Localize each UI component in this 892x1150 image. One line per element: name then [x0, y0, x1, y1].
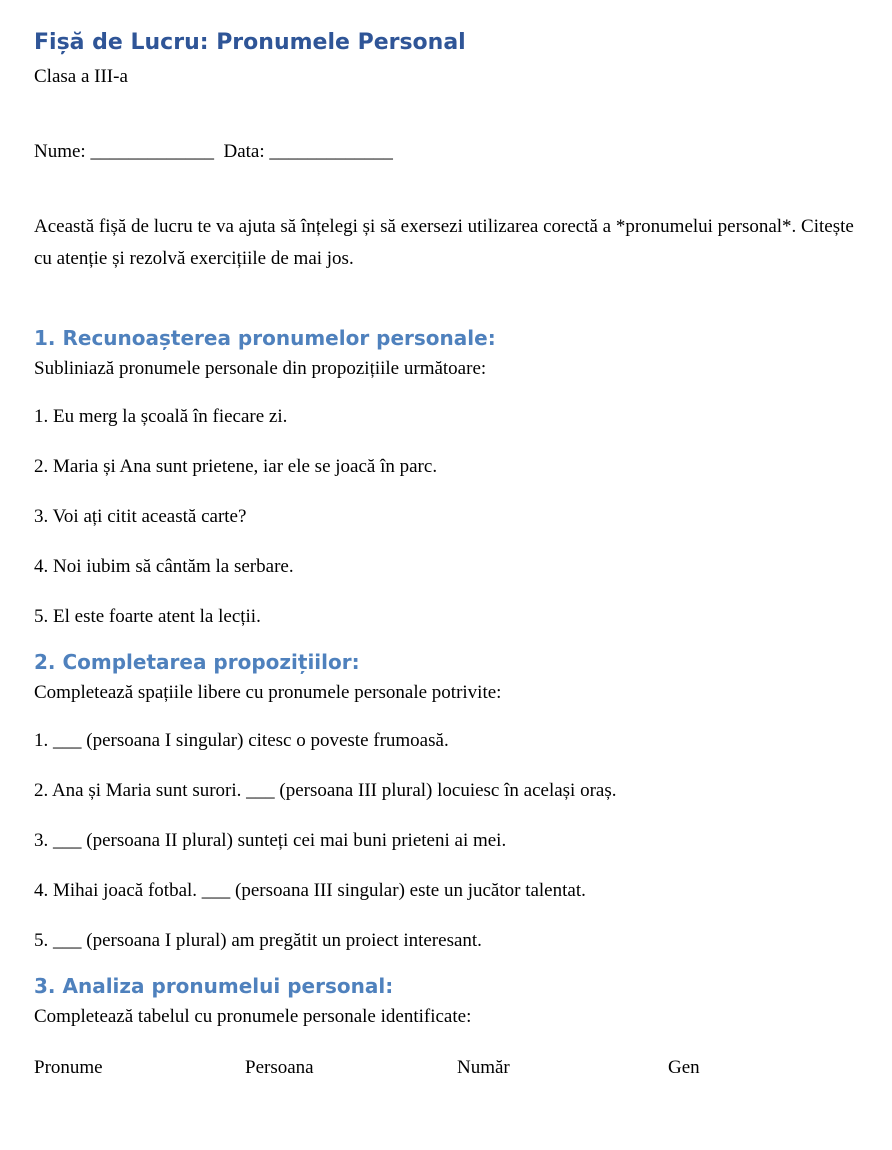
- list-item: 5. ___ (persoana I plural) am pregătit un proiect interesant.: [34, 930, 482, 951]
- column-header-gen: Gen: [668, 1057, 700, 1078]
- section-2-instruction: Completează spațiile libere cu pronumele personale potrivite:: [34, 682, 502, 703]
- list-item: 4. Noi iubim să cântăm la serbare.: [34, 556, 294, 577]
- list-item: 3. ___ (persoana II plural) sunteți cei mai buni prieteni ai mei.: [34, 830, 507, 851]
- column-header-numar: Număr: [457, 1057, 510, 1078]
- date-field[interactable]: Data: _____________: [223, 141, 393, 162]
- list-item: 5. El este foarte atent la lecții.: [34, 606, 261, 627]
- name-date-line: [34, 140, 892, 164]
- list-item: 2. Maria și Ana sunt prietene, iar ele se joacă în parc.: [34, 456, 438, 477]
- section-2-heading: 2. Completarea propozițiilor:: [34, 650, 360, 674]
- section-3-instruction: Completează tabelul cu pronumele personale identificate:: [34, 1006, 472, 1027]
- list-item: 4. Mihai joacă fotbal. ___ (persoana III singular) este un jucător talentat.: [34, 880, 586, 901]
- table-header-row: [34, 1056, 892, 1080]
- column-header-persoana: Persoana: [245, 1057, 314, 1078]
- section-1-list: [34, 405, 892, 629]
- section-3-heading: 3. Analiza pronumelui personal:: [34, 974, 394, 998]
- list-item: 1. Eu merg la școală în fiecare zi.: [34, 406, 288, 427]
- section-1-heading: 1. Recunoașterea pronumelor personale:: [34, 326, 496, 350]
- intro-paragraph: Această fișă de lucru te va ajuta să înțelegi și să exersezi utilizarea corectă a *pronumelui personal*. Citește cu atenție și rezolvă exercițiile de mai jos.: [34, 216, 854, 269]
- column-header-pronume: Pronume: [34, 1057, 103, 1078]
- list-item: 3. Voi ați citit această carte?: [34, 506, 247, 527]
- list-item: 1. ___ (persoana I singular) citesc o poveste frumoasă.: [34, 730, 449, 751]
- name-field[interactable]: Nume: _____________: [34, 141, 214, 162]
- section-1-instruction: Subliniază pronumele personale din propozițiile următoare:: [34, 358, 487, 379]
- class-label: Clasa a III-a: [34, 66, 128, 87]
- list-item: 2. Ana și Maria sunt surori. ___ (persoana III plural) locuiesc în același oraș.: [34, 780, 617, 801]
- page-title: Fișă de Lucru: Pronumele Personal: [34, 30, 466, 55]
- section-2-list: [34, 729, 892, 953]
